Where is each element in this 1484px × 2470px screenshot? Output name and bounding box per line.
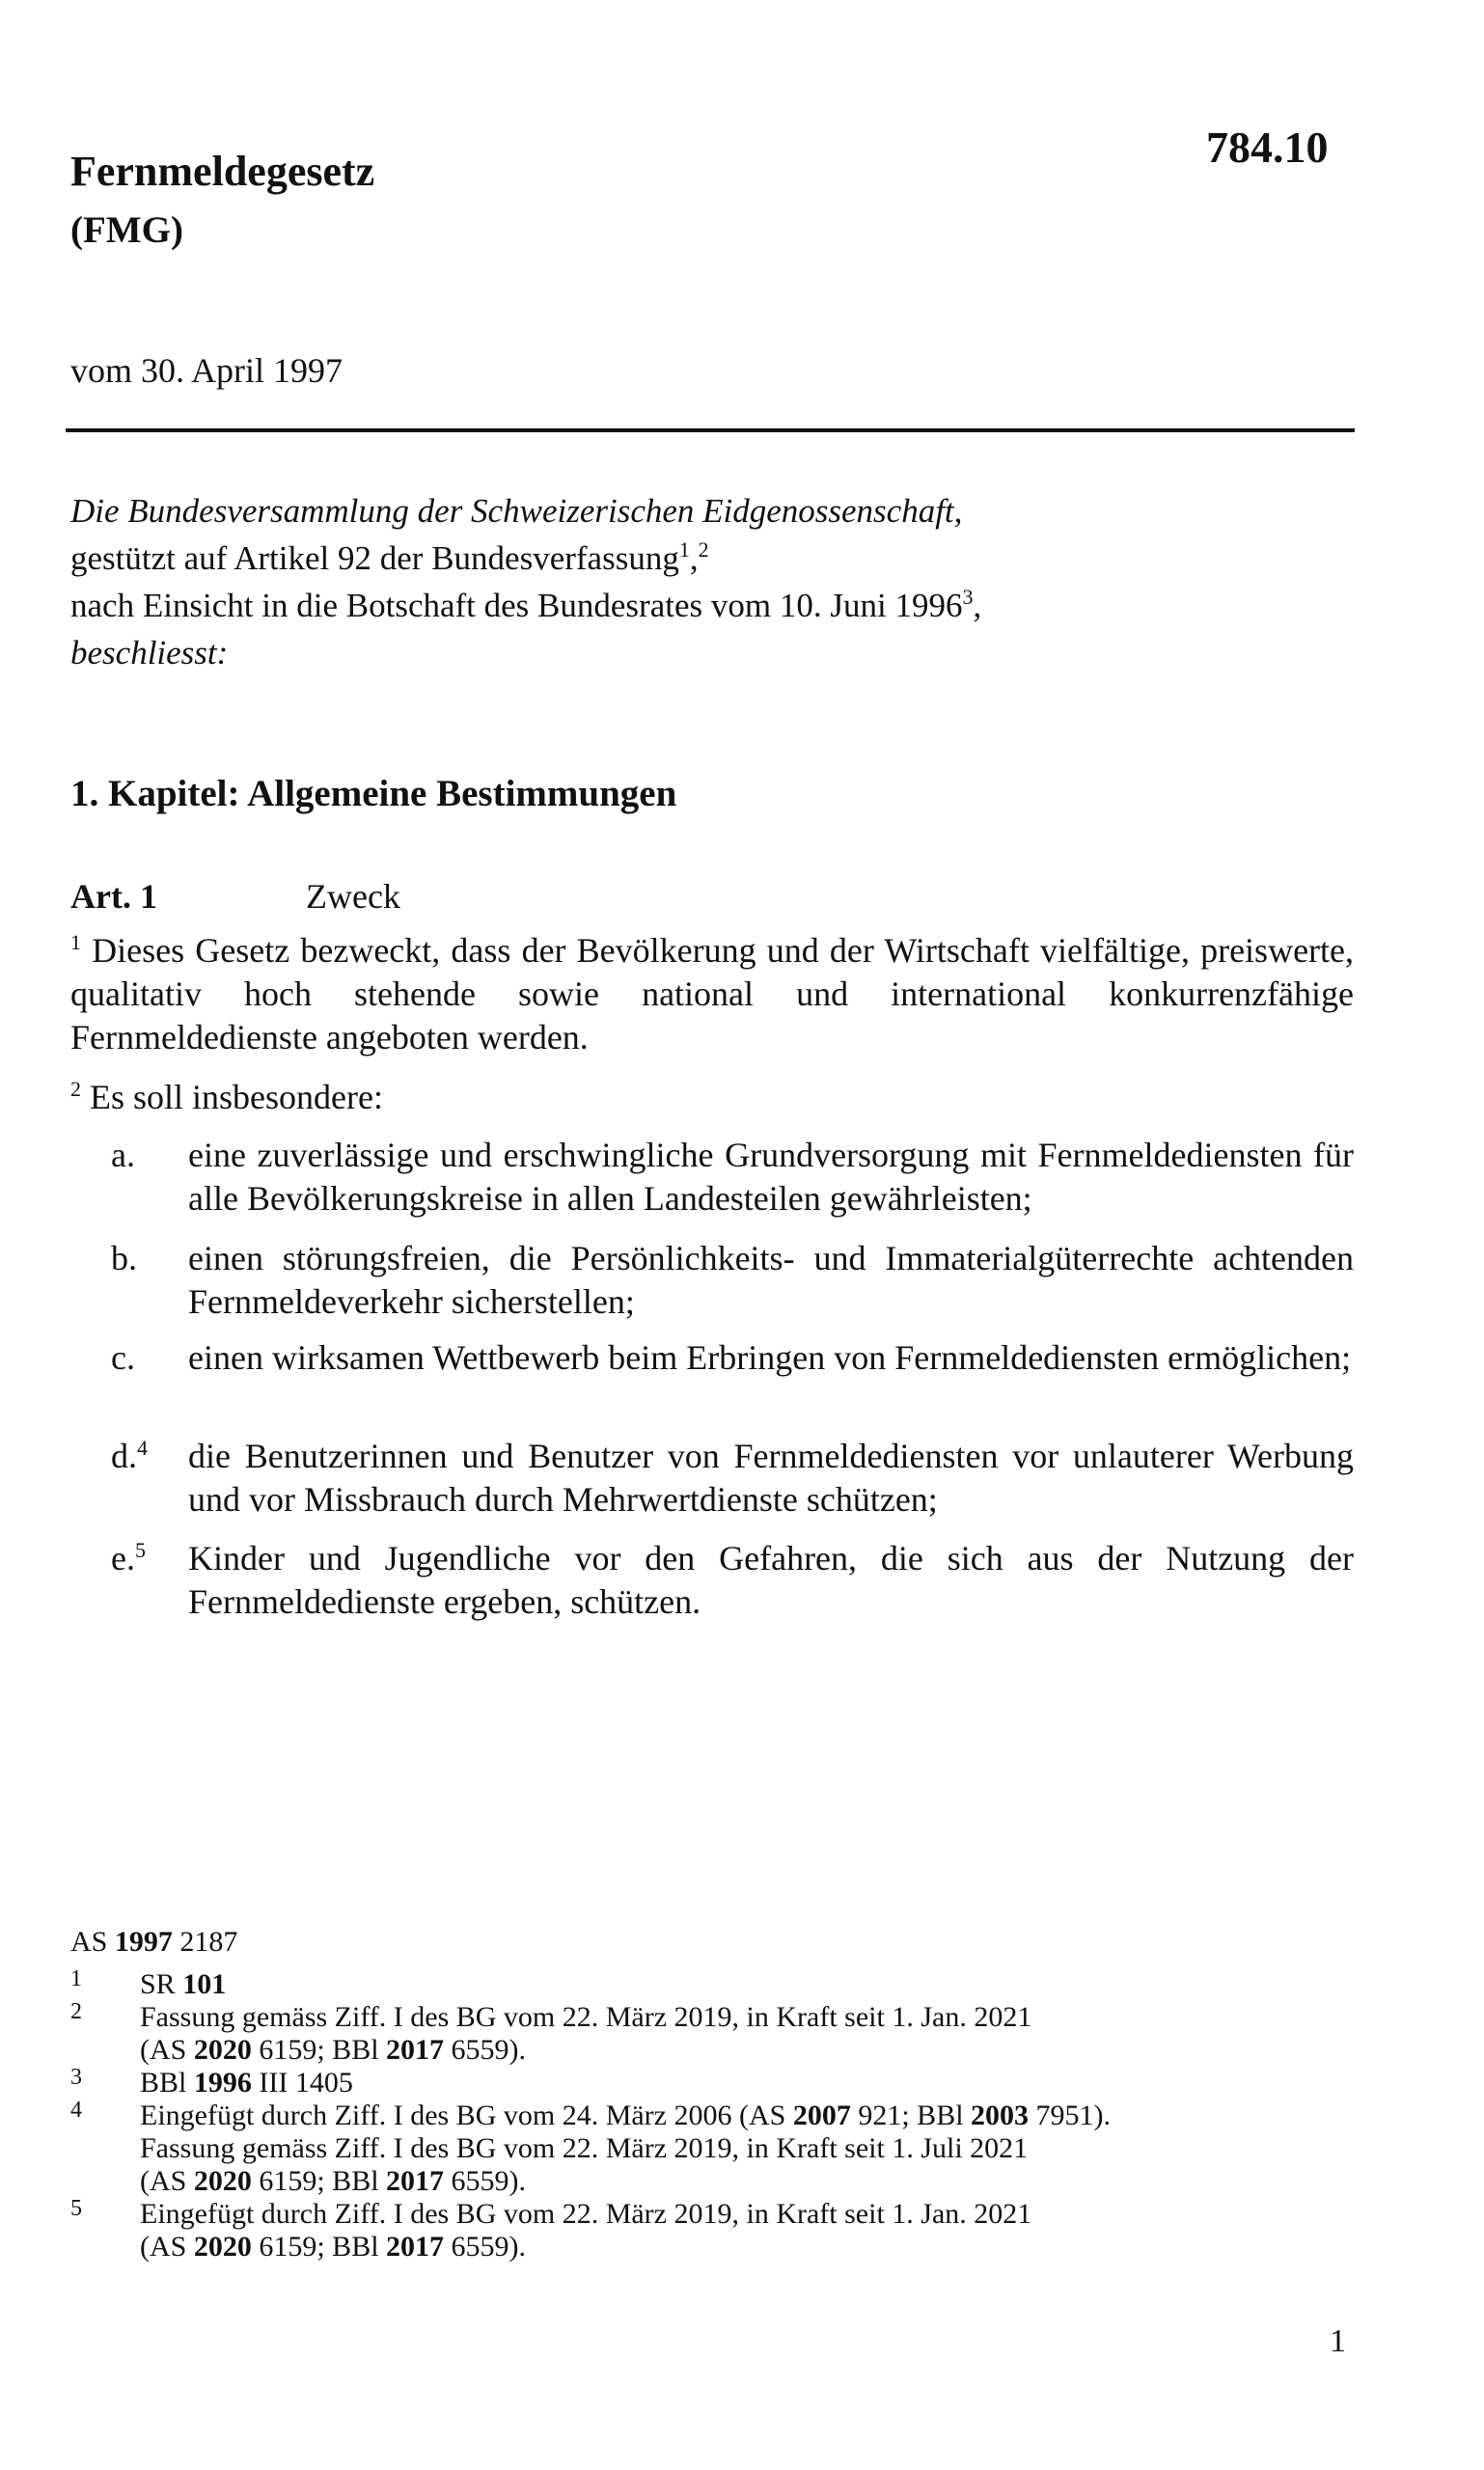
footnote-text <box>140 2231 526 2264</box>
footnote-text <box>140 2100 1111 2132</box>
preamble-message-text: nach Einsicht in die Botschaft des Bundesrates vom 10. Juni 1996 <box>70 587 963 624</box>
preamble-basis-text: gestützt auf Artikel 92 der Bundesverfassung <box>70 539 679 577</box>
fn-part: 7951). <box>1035 2100 1112 2131</box>
as-page: 2187 <box>179 1926 238 1958</box>
as-year: 1997 <box>114 1926 173 1958</box>
law-title: Fernmeldegesetz <box>70 148 375 195</box>
fn-bold: 1996 <box>193 2067 252 2099</box>
fn-part: 921; BBl <box>858 2100 964 2131</box>
list-letter: b. <box>111 1239 137 1277</box>
paragraph-text: Es soll insbesondere: <box>90 1078 383 1116</box>
footnote-text <box>140 1968 226 2001</box>
fn-bold: 2017 <box>386 2034 445 2066</box>
fn-part: 6559). <box>451 2231 527 2263</box>
preamble-assembly: Die Bundesversammlung der Schweizerischen Eidgenossenschaft, <box>70 492 963 530</box>
fn-part: (AS <box>140 2034 187 2066</box>
fn-part: (AS <box>140 2231 187 2263</box>
list-item-text: die Benutzerinnen und Benutzer von Fernmeldediensten vor unlauterer Werbung und vor Missbrauch durch Mehrwertdienste schützen; <box>188 1437 1354 1519</box>
header-divider <box>66 428 1355 432</box>
footnote-ref-1[interactable]: 1 <box>678 537 690 562</box>
footnote-text <box>140 2034 526 2067</box>
fn-bold: 2007 <box>792 2100 851 2131</box>
preamble-resolves: beschliesst: <box>70 634 229 672</box>
fn-bold: 2020 <box>193 2034 252 2066</box>
footnote-text <box>140 2067 353 2100</box>
list-item-label <box>111 1435 148 1478</box>
list-item-label <box>111 1134 135 1177</box>
article-number: Art. 1 <box>70 877 157 916</box>
footnote-text: Eingefügt durch Ziff. I des BG vom 22. März 2019, in Kraft seit 1. Jan. 2021 <box>140 2198 1032 2230</box>
fn-part: 6159; BBl <box>259 2231 379 2263</box>
official-collection-ref <box>70 1926 237 1959</box>
list-item-label <box>111 1537 146 1580</box>
footnote-text <box>140 2165 526 2198</box>
preamble-basis <box>70 535 1354 582</box>
fn-part: 6559). <box>451 2165 527 2197</box>
list-item-text: einen störungsfreien, die Persönlichkeits- und Immaterialgüterrechte achtenden Fernmeldeverkehr sicherstellen; <box>188 1239 1354 1321</box>
list-letter: e. <box>111 1539 135 1578</box>
footnote-number: 2 <box>70 1999 82 2024</box>
list-letter: d. <box>111 1437 137 1475</box>
list-item-label <box>111 1237 137 1280</box>
footnote-ref[interactable]: 5 <box>134 1538 146 1562</box>
article-paragraph-1 <box>70 929 1354 1059</box>
article-heading: Zweck <box>306 877 400 916</box>
fn-part: III 1405 <box>259 2067 353 2099</box>
list-item-label <box>111 1336 135 1380</box>
list-item-text: einen wirksamen Wettbewerb beim Erbringen von Fernmeldediensten ermöglichen; <box>188 1338 1352 1377</box>
fn-part: (AS <box>140 2165 187 2197</box>
fn-part: 6559). <box>451 2034 527 2066</box>
article-paragraph-2 <box>70 1076 1354 1119</box>
footnote-number: 4 <box>70 2098 82 2123</box>
footnote-ref-2[interactable]: 2 <box>698 537 709 562</box>
footnote-bold: 101 <box>182 1968 227 2000</box>
footnote-number: 3 <box>70 2065 82 2090</box>
fn-part: BBl <box>140 2067 187 2099</box>
list-letter: c. <box>111 1338 135 1377</box>
list-letter: a. <box>111 1136 135 1174</box>
sr-number: 784.10 <box>1206 123 1329 172</box>
preamble-message-end: , <box>973 587 982 624</box>
fn-bold: 2017 <box>386 2231 445 2263</box>
law-abbreviation: (FMG) <box>70 209 183 251</box>
fn-bold: 2003 <box>971 2100 1030 2131</box>
fn-bold: 2020 <box>193 2231 252 2263</box>
footnote-text: Fassung gemäss Ziff. I des BG vom 22. März 2019, in Kraft seit 1. Jan. 2021 <box>140 2001 1032 2033</box>
footnote-ref[interactable]: 4 <box>137 1436 148 1460</box>
footnote-number: 1 <box>70 1966 82 1991</box>
fn-part: 6159; BBl <box>259 2034 379 2066</box>
page-number: 1 <box>1330 2323 1346 2359</box>
chapter-heading: 1. Kapitel: Allgemeine Bestimmungen <box>70 773 677 814</box>
list-item-text: eine zuverlässige und erschwingliche Grundversorgung mit Fernmeldediensten für alle Bevölkerungskreise in allen Landesteilen gewährleisten; <box>188 1136 1354 1218</box>
enactment-date: vom 30. April 1997 <box>70 351 344 390</box>
preamble-sep: , <box>689 539 699 577</box>
list-item-text: Kinder und Jugendliche vor den Gefahren, die sich aus der Nutzung der Fernmeldedienste ergeben, schützen. <box>188 1539 1354 1621</box>
fn-bold: 2020 <box>193 2165 252 2197</box>
fn-part: 6159; BBl <box>259 2165 379 2197</box>
footnote-text: Fassung gemäss Ziff. I des BG vom 22. März 2019, in Kraft seit 1. Juli 2021 <box>140 2132 1029 2164</box>
footnote-ref-3[interactable]: 3 <box>962 585 974 609</box>
preamble-message <box>70 582 1354 629</box>
paragraph-number: 1 <box>70 930 81 954</box>
paragraph-number: 2 <box>70 1077 81 1101</box>
as-prefix: AS <box>70 1926 108 1958</box>
footnote-prefix: SR <box>140 1968 176 2000</box>
paragraph-text: Dieses Gesetz bezweckt, dass der Bevölkerung und der Wirtschaft vielfältige, preiswerte, qualitativ hoch stehende sowie national und international konkurrenzfähige Fernmeldedienste angeboten werden. <box>70 931 1355 1057</box>
footnote-number: 5 <box>70 2196 82 2221</box>
fn-part: Eingefügt durch Ziff. I des BG vom 24. März 2006 (AS <box>140 2100 786 2131</box>
preamble <box>70 487 1354 676</box>
fn-bold: 2017 <box>386 2165 445 2197</box>
